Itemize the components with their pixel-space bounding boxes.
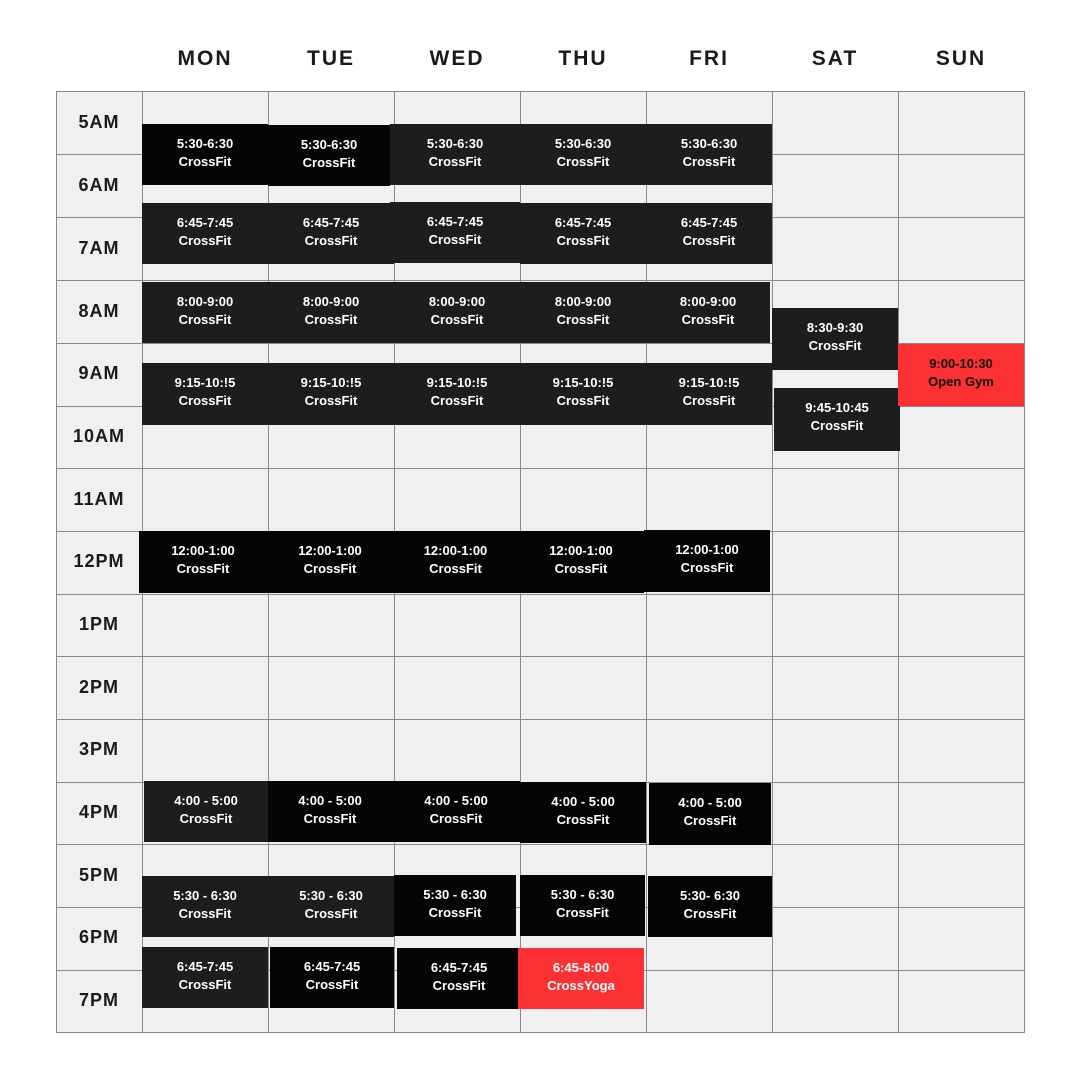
class-block-wed-0915[interactable] (394, 363, 520, 425)
class-block-tue-0915[interactable] (268, 363, 394, 425)
class-time: 6:45-7:45 (176, 959, 234, 974)
grid-cell (646, 970, 773, 1033)
time-label-7pm: 7PM (78, 990, 119, 1010)
class-name: CrossFit (305, 977, 359, 992)
grid-cell (394, 719, 521, 783)
class-block-mon-1600[interactable] (144, 781, 268, 842)
day-header-wed: WED (429, 47, 485, 70)
grid-cell (772, 782, 899, 845)
grid-cell (898, 531, 1025, 595)
class-block-sat-0830[interactable] (772, 308, 898, 370)
class-block-fri-0645[interactable] (646, 203, 772, 264)
class-time: 5:30 - 6:30 (173, 888, 237, 903)
class-name: CrossFit (683, 813, 737, 828)
class-block-wed-0800[interactable] (394, 282, 520, 343)
class-time: 4:00 - 5:00 (678, 795, 742, 810)
class-block-mon-1845[interactable] (142, 947, 268, 1008)
class-block-thu-0800[interactable] (520, 282, 646, 343)
grid-cell (898, 280, 1025, 344)
class-time: 6:45-7:45 (176, 215, 234, 230)
day-header-mon: MON (177, 47, 233, 70)
class-time: 8:30-9:30 (806, 320, 864, 335)
grid-cell (394, 468, 521, 532)
class-time: 8:00-9:00 (302, 294, 360, 309)
class-time: 5:30 - 6:30 (423, 887, 487, 902)
class-time: 12:00-1:00 (423, 543, 488, 558)
time-label-8am: 8AM (78, 301, 120, 321)
class-block-sat-0945[interactable] (774, 388, 900, 451)
class-name: CrossFit (304, 906, 358, 921)
class-name: CrossFit (680, 560, 734, 575)
class-block-fri-0530[interactable] (646, 124, 772, 185)
grid-cell (646, 656, 773, 720)
grid-cell (646, 594, 773, 657)
class-time: 6:45-7:45 (303, 959, 361, 974)
class-block-thu-1600[interactable] (520, 782, 646, 843)
class-time: 9:15-10:!5 (552, 375, 614, 390)
grid-cell (772, 719, 899, 783)
class-name: CrossFit (681, 312, 735, 327)
time-label-5pm: 5PM (78, 865, 119, 885)
grid-cell (772, 907, 899, 971)
class-block-mon-0800[interactable] (142, 282, 268, 343)
day-header-sun: SUN (935, 47, 987, 70)
class-name: CrossFit (683, 906, 737, 921)
class-name: CrossFit (808, 338, 862, 353)
class-time: 5:30- 6:30 (680, 888, 740, 903)
grid-cell (142, 468, 269, 532)
class-block-tue-0530[interactable] (268, 125, 390, 186)
class-time: 4:00 - 5:00 (424, 793, 488, 808)
time-label-11am: 11AM (73, 489, 125, 509)
class-name: CrossFit (682, 154, 736, 169)
class-name: Open Gym (928, 374, 994, 389)
class-block-mon-0530[interactable] (142, 124, 268, 185)
class-time: 6:45-7:45 (426, 214, 484, 229)
class-time: 8:00-9:00 (554, 294, 612, 309)
class-block-thu-crossyoga[interactable] (518, 948, 644, 1009)
grid-cell (268, 656, 395, 720)
class-name: CrossFit (429, 811, 483, 826)
class-time: 4:00 - 5:00 (551, 794, 615, 809)
grid-cell (772, 154, 899, 218)
day-header-fri: FRI (689, 47, 729, 70)
grid-cell (772, 656, 899, 720)
grid-cell (520, 656, 647, 720)
class-time: 9:15-10:!5 (678, 375, 740, 390)
time-label-2pm: 2PM (78, 677, 119, 697)
grid-cell (520, 468, 647, 532)
class-block-mon-1730[interactable] (142, 876, 268, 937)
class-name: CrossFit (430, 393, 484, 408)
class-name: CrossFit (432, 978, 486, 993)
class-name: CrossFit (556, 312, 610, 327)
class-time: 8:00-9:00 (428, 294, 486, 309)
time-label-5am: 5AM (78, 112, 120, 132)
time-label-3pm: 3PM (78, 739, 119, 759)
grid-cell (772, 531, 899, 595)
class-time: 9:15-10:!5 (426, 375, 488, 390)
time-label-6am: 6AM (78, 175, 120, 195)
class-time: 5:30-6:30 (554, 136, 612, 151)
grid-cell (772, 91, 899, 155)
class-block-fri-1730[interactable] (648, 876, 772, 937)
class-name: CrossFit (302, 155, 356, 170)
class-name: CrossFit (178, 393, 232, 408)
class-time: 8:00-9:00 (679, 294, 737, 309)
class-block-tue-0645[interactable] (268, 203, 394, 264)
grid-cell (898, 406, 1025, 469)
class-name: CrossFit (556, 812, 610, 827)
class-time: 6:45-7:45 (430, 960, 488, 975)
class-block-wed-0530[interactable] (390, 124, 520, 185)
class-time: 12:00-1:00 (675, 542, 739, 557)
class-time: 4:00 - 5:00 (298, 793, 362, 808)
class-name: CrossFit (556, 233, 610, 248)
grid-cell (898, 719, 1025, 783)
class-time: 5:30-6:30 (680, 136, 738, 151)
class-name: CrossFit (682, 393, 736, 408)
grid-cell (898, 154, 1025, 218)
class-block-wed-0645[interactable] (390, 202, 520, 263)
grid-cell (520, 719, 647, 783)
grid-cell (268, 594, 395, 657)
grid-cell (646, 468, 773, 532)
grid-cell (394, 594, 521, 657)
grid-cell (520, 594, 647, 657)
class-block-tue-1845[interactable] (270, 947, 394, 1008)
time-label-7am: 7AM (78, 238, 120, 258)
grid-cell (772, 844, 899, 908)
class-time: 8:00-9:00 (176, 294, 234, 309)
class-block-mon-0915[interactable] (142, 363, 268, 425)
class-time: 12:00-1:00 (171, 543, 235, 558)
class-time: 9:15-10:!5 (174, 375, 236, 390)
grid-cell (772, 594, 899, 657)
grid-cell (898, 844, 1025, 908)
class-name: CrossFit (176, 561, 230, 576)
class-time: 9:45-10:45 (805, 400, 869, 415)
class-name: CrossFit (556, 154, 610, 169)
grid-cell (772, 468, 899, 532)
class-time: 5:30-6:30 (300, 137, 358, 152)
grid-cell (898, 656, 1025, 720)
class-name: CrossFit (554, 561, 608, 576)
class-name: CrossFit (428, 232, 482, 247)
class-time: 4:00 - 5:00 (174, 793, 238, 808)
class-time: 9:15-10:!5 (300, 375, 362, 390)
time-label-12pm: 12PM (73, 551, 125, 571)
class-block-wed-1730[interactable] (394, 875, 516, 936)
class-time: 6:45-7:45 (302, 215, 360, 230)
class-name: CrossFit (178, 154, 232, 169)
grid-cell (772, 970, 899, 1033)
class-block-wed-1845[interactable] (397, 948, 521, 1009)
grid-cell (898, 782, 1025, 845)
time-label-6pm: 6PM (78, 927, 119, 947)
class-name: CrossFit (429, 561, 482, 576)
class-name: CrossFit (304, 312, 358, 327)
class-name: CrossFit (428, 905, 482, 920)
class-time: 5:30-6:30 (426, 136, 484, 151)
class-name: CrossFit (303, 561, 357, 576)
class-block-thu-0915[interactable] (520, 363, 646, 425)
class-name: CrossFit (428, 154, 482, 169)
class-name: CrossFit (556, 905, 609, 920)
class-block-fri-1600[interactable] (649, 783, 771, 845)
grid-cell (142, 656, 269, 720)
grid-cell (268, 468, 395, 532)
grid-cell (898, 217, 1025, 281)
grid-cell (772, 217, 899, 281)
class-time: 5:30-6:30 (176, 136, 234, 151)
time-label-10am: 10AM (72, 426, 125, 446)
class-time: 9:00-10:30 (929, 356, 993, 371)
time-label-9am: 9AM (78, 363, 120, 383)
class-name: CrossFit (178, 906, 232, 921)
grid-cell (898, 594, 1025, 657)
class-time: 6:45-7:45 (554, 215, 612, 230)
time-label-4pm: 4PM (78, 802, 119, 822)
grid-cell (898, 468, 1025, 532)
class-time: 5:30 - 6:30 (299, 888, 363, 903)
class-block-tue-1200[interactable] (267, 531, 393, 593)
class-block-tue-1730[interactable] (268, 876, 394, 937)
class-block-fri-1200[interactable] (644, 530, 770, 592)
grid-cell (646, 719, 773, 783)
grid-cell (142, 719, 269, 783)
class-block-thu-0645[interactable] (520, 203, 646, 264)
class-name: CrossFit (178, 312, 232, 327)
day-header-tue: TUE (307, 47, 355, 70)
grid-cell (898, 907, 1025, 971)
class-block-tue-1600[interactable] (268, 781, 392, 842)
class-name: CrossFit (810, 418, 864, 433)
day-header-sat: SAT (811, 47, 859, 70)
class-name: CrossFit (682, 233, 736, 248)
class-block-thu-1200[interactable] (518, 531, 644, 593)
class-name: CrossFit (304, 393, 358, 408)
class-name: CrossFit (430, 312, 484, 327)
day-header-thu: THU (558, 47, 608, 70)
class-time: 12:00-1:00 (298, 543, 362, 558)
class-name: CrossFit (179, 811, 233, 826)
grid-cell (898, 970, 1025, 1033)
class-time: 6:45-7:45 (680, 215, 738, 230)
class-block-sun-open-gym[interactable] (898, 344, 1024, 406)
class-time: 5:30 - 6:30 (550, 887, 615, 902)
grid-cell (268, 719, 395, 783)
class-block-fri-0800[interactable] (646, 282, 770, 343)
class-name: CrossFit (178, 233, 232, 248)
class-block-thu-1730[interactable] (520, 875, 645, 936)
class-block-thu-0530[interactable] (520, 124, 646, 185)
class-name: CrossFit (178, 977, 232, 992)
grid-cell (394, 656, 521, 720)
class-time: 6:45-8:00 (552, 960, 610, 975)
class-block-wed-1200[interactable] (393, 531, 518, 593)
time-label-1pm: 1PM (78, 614, 119, 634)
class-block-fri-0915[interactable] (646, 363, 772, 425)
class-name: CrossYoga (547, 978, 615, 993)
class-name: CrossFit (303, 811, 357, 826)
class-name: CrossFit (304, 233, 358, 248)
class-block-mon-1200[interactable] (139, 531, 267, 593)
class-name: CrossFit (556, 393, 610, 408)
class-time: 12:00-1:00 (549, 543, 613, 558)
grid-cell (142, 594, 269, 657)
class-block-wed-1600[interactable] (392, 781, 520, 842)
class-block-tue-0800[interactable] (268, 282, 394, 343)
grid-cell (898, 91, 1025, 155)
class-block-mon-0645[interactable] (142, 203, 268, 264)
